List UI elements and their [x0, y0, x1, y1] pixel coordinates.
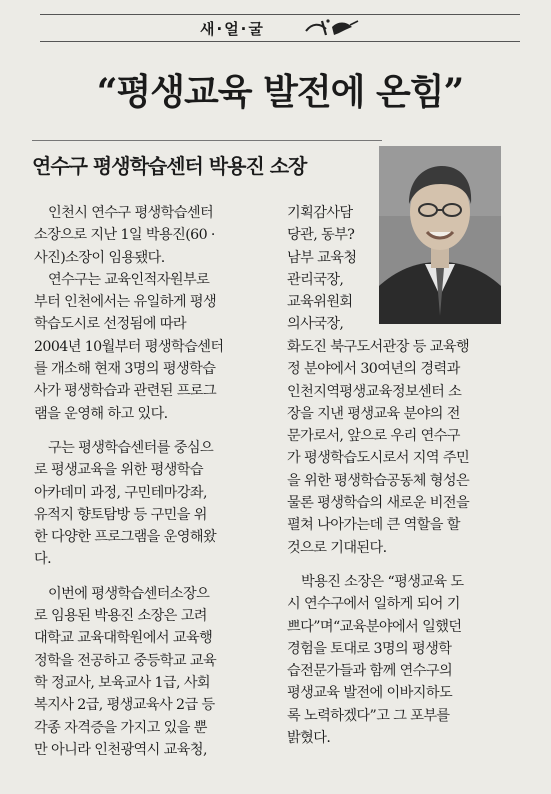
text-line: 각종 자격증을 가지고 있을 뿐: [34, 719, 207, 736]
text-line: 문가로서, 앞으로 우리 연수구: [287, 428, 460, 445]
paragraph: [287, 336, 502, 559]
text-line: 이번에 평생학습센터소장으: [48, 585, 210, 602]
text-line: 한 다양한 프로그램을 운영해왔: [34, 529, 217, 546]
section-header: [40, 14, 520, 42]
headline: “평생교육 발전에 온힘”: [96, 71, 464, 113]
article-column-left: [34, 202, 272, 761]
text-line: 장을 지낸 평생교육 분야의 전: [287, 405, 460, 422]
text-line: 사가 평생학습과 관련된 프로그: [34, 383, 217, 400]
text-line: 를 개소해 현재 3명의 평생학습: [34, 361, 216, 378]
text-line: 펼쳐 나아가는데 큰 역할을 할: [287, 517, 460, 534]
text-line: 화도진 북구도서관장 등 교육행: [287, 339, 470, 355]
paragraph: [34, 583, 272, 761]
text-line: 연수구는 교육인적자원부로: [48, 271, 210, 288]
text-line: 정 분야에서 30여년의 경력과: [287, 361, 460, 378]
text-line: 인천지역평생교육정보센터 소: [287, 383, 462, 400]
text-line: 물론 평생학습의 새로운 비전을: [287, 495, 470, 512]
text-line: 램을 운영해 하고 있다.: [34, 405, 168, 422]
paragraph: [287, 571, 502, 749]
text-line: 시 연수구에서 일하게 되어 기: [287, 596, 460, 613]
text-line: 평생교육 발전에 이바지하도: [287, 685, 453, 702]
text-line: 남부 교육청: [287, 249, 357, 266]
text-line: 습전문가들과 함께 연수구의: [287, 663, 453, 680]
text-line: 만 아니라 인천광역시 교육청,: [34, 741, 207, 758]
text-line: 록 노력하겠다”고 그 포부를: [287, 707, 450, 724]
paragraph: [34, 437, 272, 571]
portrait-illustration: [379, 146, 501, 324]
paragraph: [34, 202, 272, 269]
text-line: 유적지 향토탐방 등 구민을 위: [34, 506, 207, 523]
text-line: 당관, 동부?: [287, 227, 355, 244]
text-line: 것으로 기대된다.: [287, 539, 387, 556]
portrait-photo: [379, 146, 501, 324]
text-line: 가 평생학습도시로서 지역 주민: [287, 450, 470, 467]
text-line: 로 평생교육을 위한 평생학습: [34, 462, 203, 479]
text-line: 부터 인천에서는 유일하게 평생: [34, 294, 217, 311]
text-line: 대학교 교육대학원에서 교육행: [34, 630, 213, 647]
text-line: 의사국장,: [287, 316, 344, 333]
section-label: 새·얼·굴: [200, 20, 265, 38]
paragraph: [34, 269, 272, 425]
text-line: 아카데미 과정, 구민테마강좌,: [34, 484, 207, 501]
text-line: 경험을 토대로 3명의 평생학: [287, 640, 452, 657]
text-line: 학 정교사, 보육교사 1급, 사회: [34, 674, 211, 691]
text-line: 정학을 전공하고 중등학교 교육: [34, 652, 217, 669]
text-line: 로 임용된 박용진 소장은 고려: [34, 608, 207, 625]
subheadline: 연수구 평생학습센터 박용진 소장: [32, 154, 307, 178]
text-line: 관리국장,: [287, 271, 344, 288]
text-line: 기획감사담: [287, 205, 353, 221]
text-line: 학습도시로 선정됨에 따라: [34, 316, 186, 333]
text-line: 박용진 소장은 “평생교육 도: [301, 573, 464, 590]
text-line: 교육위원회: [287, 294, 353, 311]
text-line: 사진)소장이 임용됐다.: [34, 249, 165, 266]
text-line: 다.: [34, 551, 52, 568]
text-line: 밝혔다.: [287, 730, 331, 747]
bird-ornament-icon: [302, 17, 360, 39]
text-line: 쁘다”며“교육분야에서 일했던: [287, 618, 462, 635]
text-line: 2004년 10월부터 평생학습센터: [34, 338, 224, 355]
text-line: 구는 평생학습센터를 중심으: [48, 439, 214, 456]
subheadline-rule: [32, 140, 382, 141]
text-line: 소장으로 지난 1일 박용진(60 ·: [34, 227, 215, 244]
text-line: 복지사 2급, 평생교육사 2급 등: [34, 697, 215, 714]
article-column-right-narrow: [287, 202, 371, 336]
text-line: 인천시 연수구 평생학습센터: [48, 205, 214, 221]
text-line: 을 위한 평생학습공동체 형성은: [287, 472, 470, 489]
article-column-right: [287, 336, 502, 749]
